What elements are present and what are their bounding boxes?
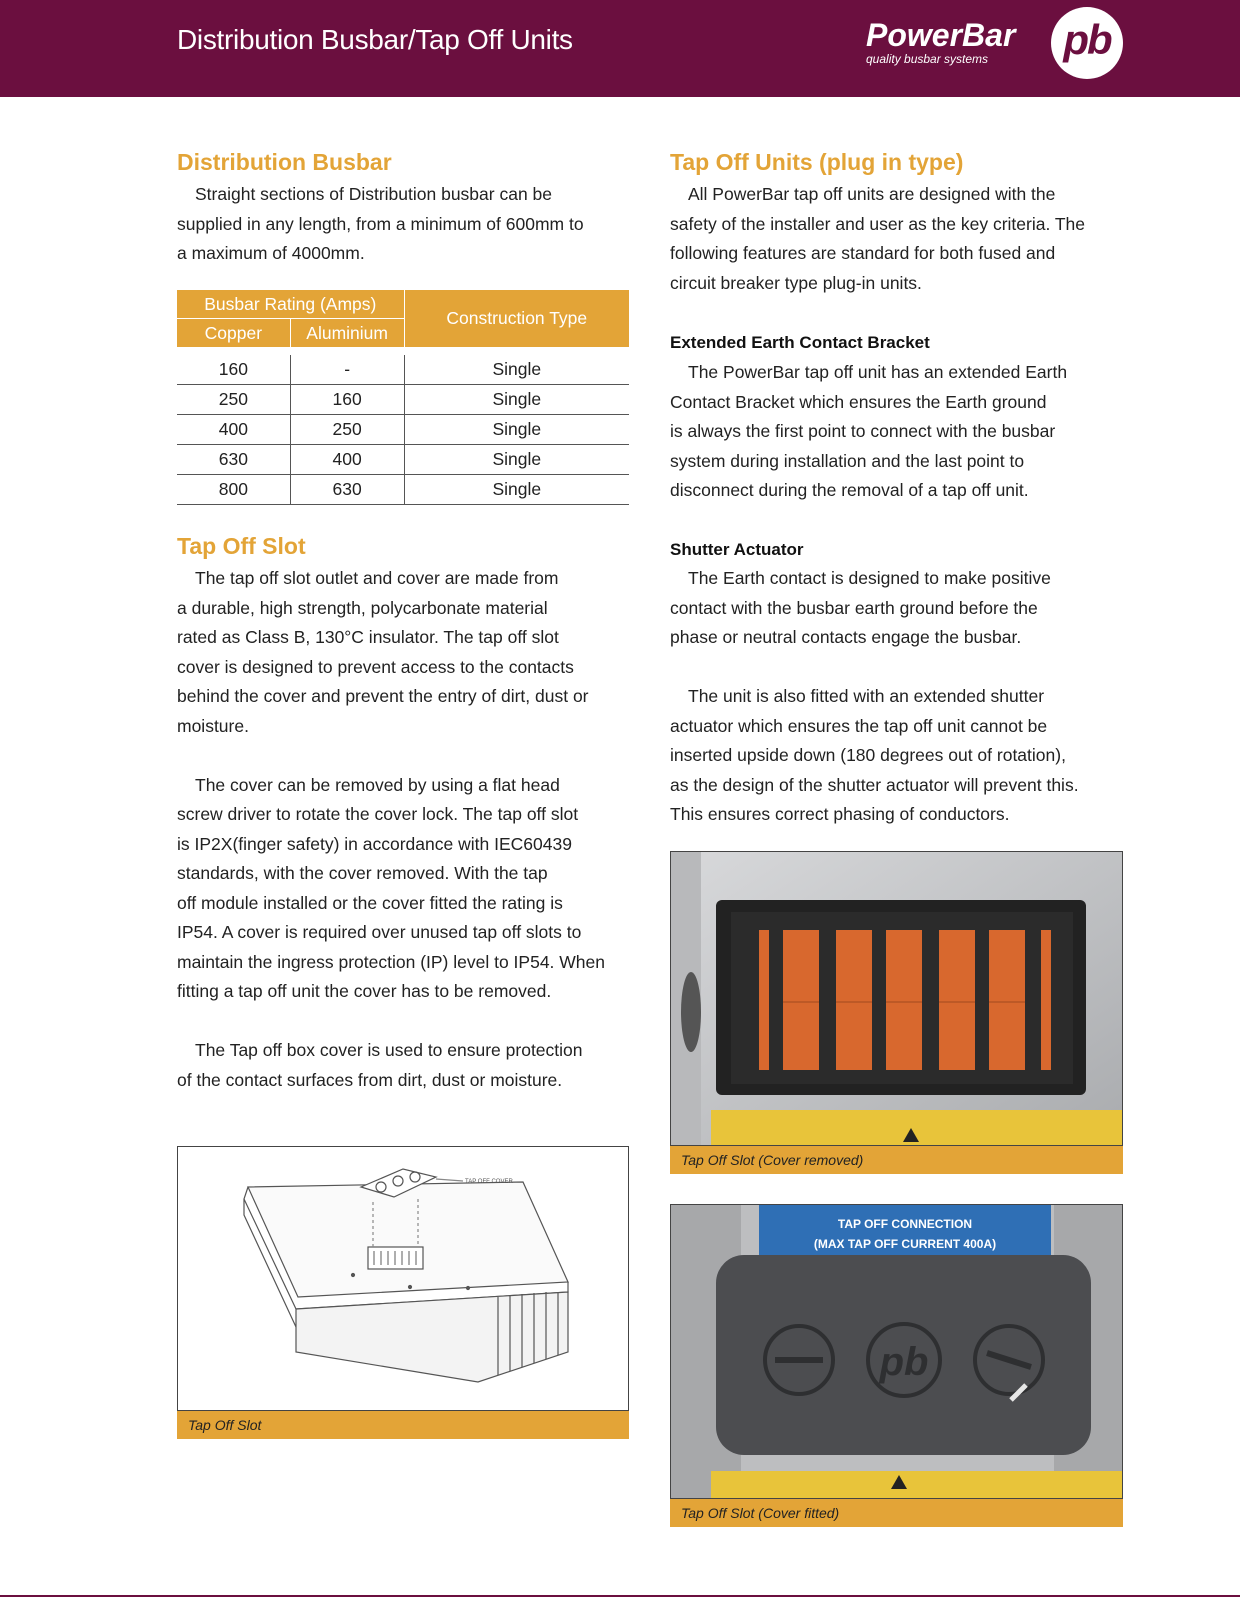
logo-tagline: quality busbar systems [866,52,989,66]
text-line: The PowerBar tap off unit has an extended Earth [688,362,1068,382]
text-line: The cover can be removed by using a flat head [195,774,560,795]
distribution-busbar-text [177,180,637,269]
cell-copper: 630 [177,445,290,475]
text-line: The Earth contact is designed to make positive [688,568,1051,588]
cell-aluminium: 400 [290,445,404,475]
page-header [0,0,1240,97]
text-line: off module installed or the cover fitted the rating is [177,892,563,913]
tap-off-slot-drawing [177,1146,629,1411]
logo-wordmark: PowerBar [866,17,1016,53]
logo-mark: pb [1063,16,1111,63]
text-line: The unit is also fitted with an extended shutter [688,686,1045,706]
table-row [177,385,629,415]
busbar-drawing [178,1147,629,1411]
text-line: as the design of the shutter actuator will prevent this. [670,774,1079,795]
cell-copper: 160 [177,355,290,385]
cell-type: Single [404,475,629,505]
text-line: phase or neutral contacts engage the busbar. [670,627,1022,647]
text-line: moisture. [177,715,249,736]
text-line: The Tap off box cover is used to ensure protection [195,1040,583,1060]
text-line: This ensures correct phasing of conductors. [670,804,1010,824]
text-line: contact with the busbar earth ground before the [670,597,1038,618]
busbar-rating-table [177,290,629,505]
cell-copper: 250 [177,385,290,415]
table-group-header: Busbar Rating (Amps) [177,290,404,319]
photo-cover-fitted-art [671,1205,1123,1499]
text-line: Contact Bracket which ensures the Earth ground [670,391,1047,412]
text-line: system during installation and the last point to [670,450,1025,471]
text-line: behind the cover and prevent the entry of dirt, dust or [177,686,589,706]
table-header-aluminium: Aluminium [290,319,404,348]
sign-line-2: (MAX TAP OFF CURRENT 400A) [813,1237,997,1251]
text-line: fitting a tap off unit the cover has to be removed. [177,981,552,1001]
table-row [177,445,629,475]
text-line: a maximum of 4000mm. [177,243,365,263]
text-line: of the contact surfaces from dirt, dust or moisture. [177,1069,563,1090]
drawing-caption: Tap Off Slot [177,1411,629,1439]
cover-logo-mark: pb [879,1340,929,1384]
text-line: screw driver to rotate the cover lock. The tap off slot [177,804,579,824]
text-line: standards, with the cover removed. With the tap [177,863,548,883]
page-title: Distribution Busbar/Tap Off Units [177,24,573,55]
tap-off-units-text [670,180,1125,298]
cell-copper: 400 [177,415,290,445]
cell-copper: 800 [177,475,290,505]
cell-type: Single [404,385,629,415]
table-header-copper: Copper [177,319,290,348]
cell-aluminium: 250 [290,415,404,445]
text-line: following features are standard for both fused and [670,243,1056,263]
table-header-construction: Construction Type [404,290,629,347]
tap-off-slot-text [177,564,637,1095]
text-line: circuit breaker type plug-in units. [670,272,922,293]
text-line: a durable, high strength, polycarbonate material [177,597,548,618]
logo-badge [1051,7,1123,79]
photo-cover-fitted-caption: Tap Off Slot (Cover fitted) [670,1499,1123,1527]
cell-aluminium: 160 [290,385,404,415]
text-line: disconnect during the removal of a tap off unit. [670,480,1029,500]
text-line: maintain the ingress protection (IP) level to IP54. When [177,951,605,972]
text-line: All PowerBar tap off units are designed with the [688,184,1056,204]
distribution-busbar-heading: Distribution Busbar [177,149,392,175]
shutter-heading: Shutter Actuator [670,540,804,559]
text-line: is IP2X(finger safety) in accordance with IEC60439 [177,833,572,854]
tap-off-slot-heading: Tap Off Slot [177,533,306,559]
text-line: The tap off slot outlet and cover are made from [195,568,559,588]
cell-type: Single [404,415,629,445]
photo-cover-removed-caption: Tap Off Slot (Cover removed) [670,1146,1123,1174]
cell-aluminium: 630 [290,475,404,505]
photo-cover-removed-art [671,852,1123,1146]
cell-aluminium: - [290,355,404,385]
sign-line-1: TAP OFF CONNECTION [837,1217,973,1231]
cell-type: Single [404,445,629,475]
footer-rule [0,1595,1240,1597]
table-row [177,475,629,505]
text-line: Straight sections of Distribution busbar can be [195,184,552,204]
tap-off-units-heading: Tap Off Units (plug in type) [670,149,964,175]
text-line: supplied in any length, from a minimum of 600mm to [177,213,584,234]
earth-bracket-heading: Extended Earth Contact Bracket [670,333,930,352]
photo-cover-removed [670,851,1123,1146]
drawing-label: TAP OFF COVER [465,1179,513,1185]
shutter-text [670,564,1125,830]
text-line: is always the first point to connect with the busbar [670,421,1056,441]
text-line: IP54. A cover is required over unused tap off slots to [177,922,582,942]
earth-bracket-text [670,358,1125,506]
text-line: rated as Class B, 130°C insulator. The tap off slot [177,627,559,647]
text-line: actuator which ensures the tap off unit cannot be [670,715,1048,736]
text-line: inserted upside down (180 degrees out of rotation), [670,745,1066,765]
table-row [177,355,629,385]
table-row [177,415,629,445]
cell-type: Single [404,355,629,385]
photo-cover-fitted [670,1204,1123,1499]
text-line: cover is designed to prevent access to the contacts [177,656,574,677]
text-line: safety of the installer and user as the key criteria. The [670,213,1086,234]
